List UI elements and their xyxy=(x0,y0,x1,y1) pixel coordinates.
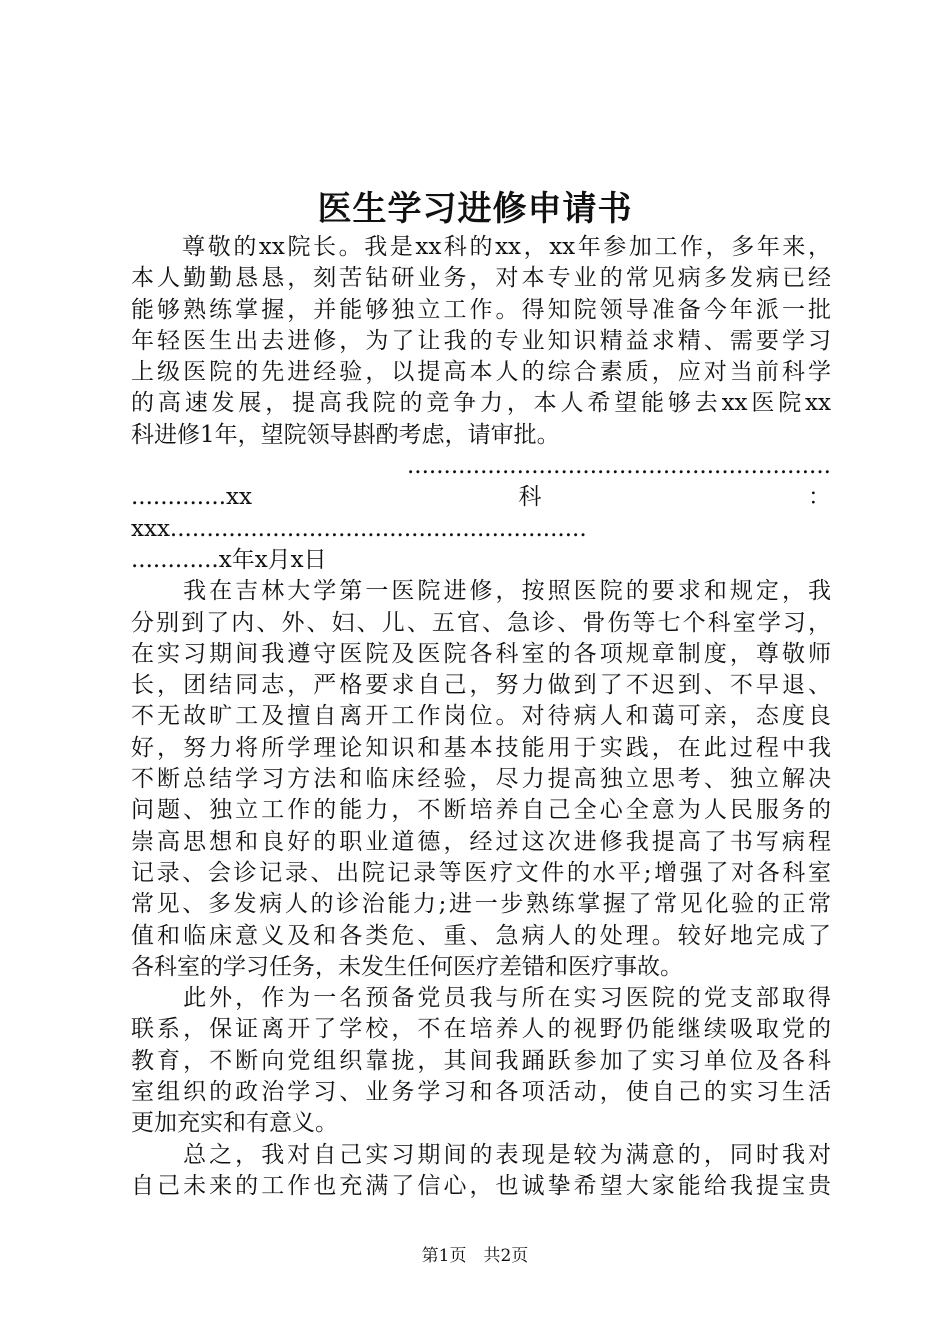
body-line: 能够熟练掌握，并能够独立工作。得知院领导准备今年派一批 xyxy=(131,296,831,323)
body-line: 尊敬的xx院长。我是xx科的xx，xx年参加工作，多年来， xyxy=(131,234,831,260)
body-line: 崇高思想和良好的职业道德，经过这次进修我提高了书写病程 xyxy=(131,828,831,855)
body-line: 在实习期间我遵守医院及医院各科室的各项规章制度，尊敬师 xyxy=(131,640,831,667)
body-line: .......................................................... xyxy=(131,453,831,480)
body-line: 我在吉林大学第一医院进修，按照医院的要求和规定，我 xyxy=(131,578,831,605)
body-line: 自己未来的工作也充满了信心，也诚挚希望大家能给我提宝贵 xyxy=(131,1172,831,1199)
body-line: 联系，保证离开了学校，不在培养人的视野仍能继续吸取党的 xyxy=(131,1016,831,1043)
page-footer: 第1页 共2页 xyxy=(421,1246,529,1266)
body-line: 常见、多发病人的诊治能力;进一步熟练掌握了常见化验的正常 xyxy=(131,891,831,918)
body-line: 室组织的政治学习、业务学习和各项活动，使自己的实习生活 xyxy=(131,1079,831,1106)
body-line: ............x年x月x日 xyxy=(131,546,327,573)
body-line: 好，努力将所学理论知识和基本技能用于实践，在此过程中我 xyxy=(131,734,831,761)
body-line: 值和临床意义及和各类危、重、急病人的处理。较好地完成了 xyxy=(131,922,831,949)
document-body xyxy=(131,232,831,1202)
body-line: 此外，作为一名预备党员我与所在实习医院的党支部取得 xyxy=(131,985,831,1012)
body-line: 年轻医生出去进修，为了让我的专业知识精益求精、需要学习 xyxy=(131,327,831,354)
body-line: 记录、会诊记录、出院记录等医疗文件的水平;增强了对各科室 xyxy=(131,859,831,886)
body-line: 总之，我对自己实习期间的表现是较为满意的，同时我对 xyxy=(131,1141,831,1168)
body-line: .............xx 科 ： xyxy=(131,484,831,511)
body-line: 教育，不断向党组织靠拢，其间我踊跃参加了实习单位及各科 xyxy=(131,1047,831,1074)
document-title: 医生学习进修申请书 xyxy=(317,189,633,229)
body-line: 分别到了内、外、妇、儿、五官、急诊、骨伤等七个科室学习， xyxy=(131,609,831,636)
body-line: 本人勤勤恳恳，刻苦钻研业务，对本专业的常见病多发病已经 xyxy=(131,265,831,292)
body-line: 更加充实和有意义。 xyxy=(131,1110,338,1137)
body-line: 不无故旷工及擅自离开工作岗位。对待病人和蔼可亲，态度良 xyxy=(131,703,831,730)
body-line: 的高速发展，提高我院的竞争力，本人希望能够去xx医院xx xyxy=(131,390,831,417)
body-line: 不断总结学习方法和临床经验，尽力提高独立思考、独立解决 xyxy=(131,766,831,793)
body-line: 问题、独立工作的能力，不断培养自己全心全意为人民服务的 xyxy=(131,797,831,824)
body-line: 各科室的学习任务，未发生任何医疗差错和医疗事故。 xyxy=(131,953,683,980)
body-line: xxx......................................................... xyxy=(131,515,587,542)
body-line: 科进修1年，望院领导斟酌考虑，请审批。 xyxy=(131,421,560,448)
body-line: 上级医院的先进经验，以提高本人的综合素质，应对当前科学 xyxy=(131,359,831,386)
body-line: 长，团结同志，严格要求自己，努力做到了不迟到、不早退、 xyxy=(131,672,831,699)
